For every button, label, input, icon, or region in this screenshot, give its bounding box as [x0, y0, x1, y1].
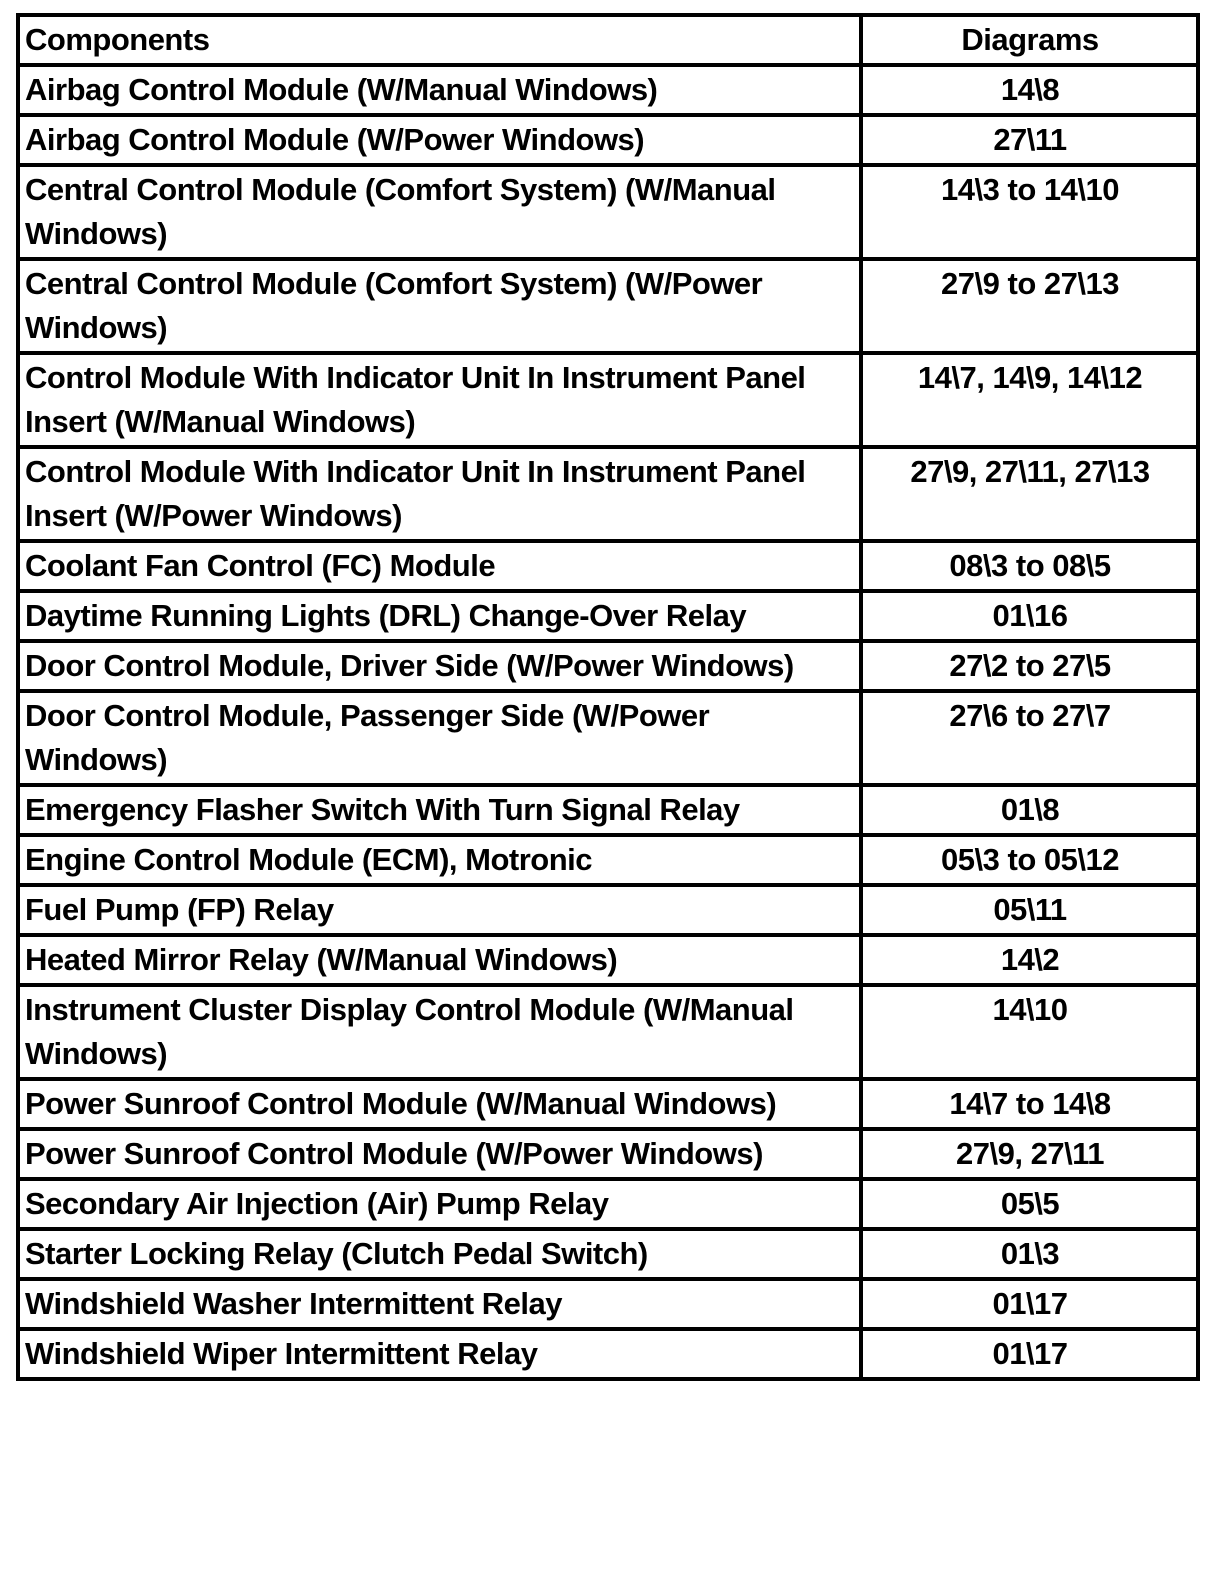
component-cell: Heated Mirror Relay (W/Manual Windows) [18, 935, 861, 985]
diagram-cell: 01\8 [861, 785, 1198, 835]
table-row [18, 65, 1198, 115]
diagram-cell: 05\3 to 05\12 [861, 835, 1198, 885]
components-column-header: Components [18, 15, 861, 65]
table-row [18, 641, 1198, 691]
table-row [18, 885, 1198, 935]
table-row [18, 115, 1198, 165]
table-row [18, 691, 1198, 785]
component-cell: Central Control Module (Comfort System) (W/Power Windows) [18, 259, 861, 353]
component-cell: Door Control Module, Passenger Side (W/Power Windows) [18, 691, 861, 785]
component-cell: Emergency Flasher Switch With Turn Signal Relay [18, 785, 861, 835]
diagram-cell: 01\3 [861, 1229, 1198, 1279]
diagram-cell: 05\11 [861, 885, 1198, 935]
table-row [18, 1229, 1198, 1279]
diagram-cell: 08\3 to 08\5 [861, 541, 1198, 591]
diagram-cell: 05\5 [861, 1179, 1198, 1229]
component-cell: Control Module With Indicator Unit In Instrument Panel Insert (W/Manual Windows) [18, 353, 861, 447]
component-cell: Control Module With Indicator Unit In Instrument Panel Insert (W/Power Windows) [18, 447, 861, 541]
table-row [18, 447, 1198, 541]
component-cell: Daytime Running Lights (DRL) Change-Over Relay [18, 591, 861, 641]
component-cell: Airbag Control Module (W/Manual Windows) [18, 65, 861, 115]
component-cell: Door Control Module, Driver Side (W/Power Windows) [18, 641, 861, 691]
diagram-cell: 14\8 [861, 65, 1198, 115]
diagram-cell: 27\6 to 27\7 [861, 691, 1198, 785]
header-row [18, 15, 1198, 65]
diagram-cell: 14\7, 14\9, 14\12 [861, 353, 1198, 447]
table-row [18, 1279, 1198, 1329]
component-cell: Central Control Module (Comfort System) (W/Manual Windows) [18, 165, 861, 259]
component-cell: Fuel Pump (FP) Relay [18, 885, 861, 935]
diagram-cell: 01\16 [861, 591, 1198, 641]
table-row [18, 1129, 1198, 1179]
table-row [18, 591, 1198, 641]
table-row [18, 785, 1198, 835]
component-cell: Coolant Fan Control (FC) Module [18, 541, 861, 591]
table-row [18, 935, 1198, 985]
diagram-cell: 14\3 to 14\10 [861, 165, 1198, 259]
diagram-cell: 27\9, 27\11, 27\13 [861, 447, 1198, 541]
component-cell: Power Sunroof Control Module (W/Manual Windows) [18, 1079, 861, 1129]
diagram-cell: 01\17 [861, 1329, 1198, 1379]
table-row [18, 165, 1198, 259]
table-row [18, 1179, 1198, 1229]
table-row [18, 985, 1198, 1079]
table-row [18, 835, 1198, 885]
component-cell: Engine Control Module (ECM), Motronic [18, 835, 861, 885]
diagram-cell: 14\7 to 14\8 [861, 1079, 1198, 1129]
component-cell: Airbag Control Module (W/Power Windows) [18, 115, 861, 165]
component-cell: Windshield Washer Intermittent Relay [18, 1279, 861, 1329]
component-cell: Secondary Air Injection (Air) Pump Relay [18, 1179, 861, 1229]
diagram-cell: 27\9, 27\11 [861, 1129, 1198, 1179]
diagram-cell: 27\9 to 27\13 [861, 259, 1198, 353]
table-row [18, 541, 1198, 591]
component-cell: Starter Locking Relay (Clutch Pedal Switch) [18, 1229, 861, 1279]
component-cell: Instrument Cluster Display Control Module (W/Manual Windows) [18, 985, 861, 1079]
components-diagrams-table [16, 13, 1200, 1381]
diagram-cell: 01\17 [861, 1279, 1198, 1329]
component-cell: Power Sunroof Control Module (W/Power Windows) [18, 1129, 861, 1179]
diagram-cell: 14\10 [861, 985, 1198, 1079]
diagram-cell: 14\2 [861, 935, 1198, 985]
table-row [18, 1079, 1198, 1129]
diagram-cell: 27\2 to 27\5 [861, 641, 1198, 691]
table-row [18, 259, 1198, 353]
component-cell: Windshield Wiper Intermittent Relay [18, 1329, 861, 1379]
diagram-cell: 27\11 [861, 115, 1198, 165]
table-row [18, 353, 1198, 447]
table-row [18, 1329, 1198, 1379]
diagrams-column-header: Diagrams [861, 15, 1198, 65]
